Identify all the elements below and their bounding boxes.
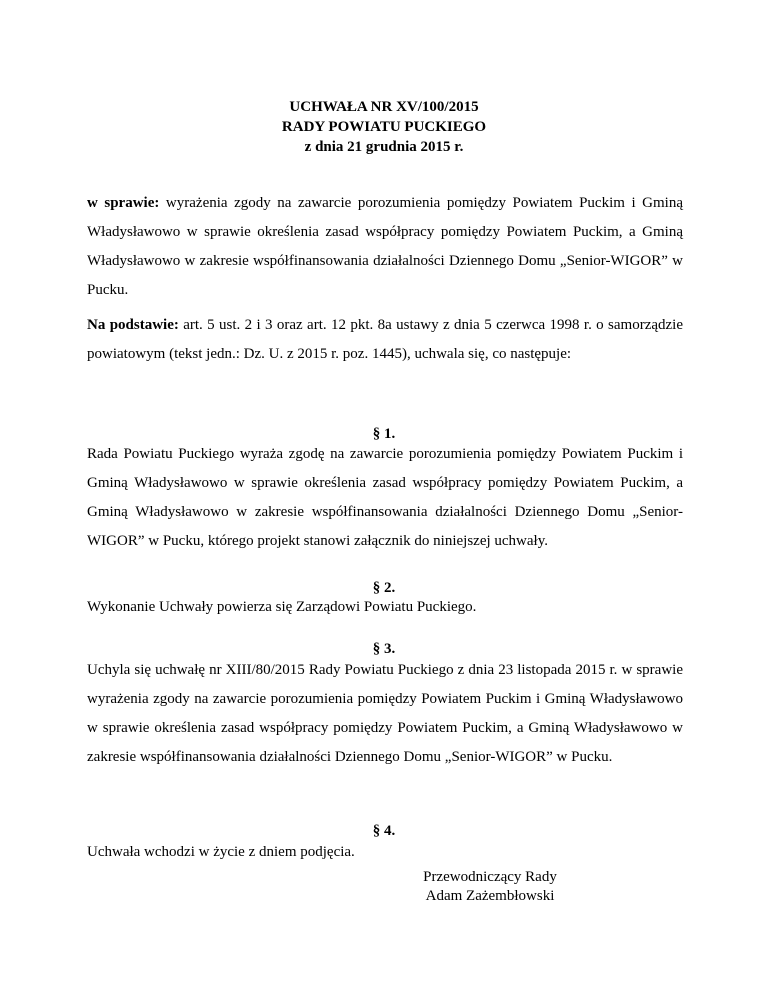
section-4-heading: § 4. <box>372 823 396 839</box>
section-3-heading: § 3. <box>372 641 396 657</box>
subject-label: w sprawie: <box>87 195 160 211</box>
resolution-number: UCHWAŁA NR XV/100/2015 <box>289 99 479 115</box>
section-3-text: Uchyla się uchwałę nr XIII/80/2015 Rady Powiatu Puckiego z dnia 23 listopada 2015 r. w sprawie wyrażenia zgody na zawarcie porozumienia pomiędzy Powiatem Puckim i Gminą Władysławowo w sprawie określenia zasad współpracy pomiędzy Powiatem Puckim, a Gminą Władysławowo w zakresie współfinansowania działalności Dziennego Domu „Senior-WIGOR” w Pucku. <box>87 662 683 765</box>
basis-paragraph <box>87 311 683 369</box>
section-2-text: Wykonanie Uchwały powierza się Zarządowi Powiatu Puckiego. <box>87 599 477 615</box>
section-2-heading: § 2. <box>372 580 396 596</box>
signature-role: Przewodniczący Rady <box>423 869 557 885</box>
subject-paragraph <box>87 189 683 305</box>
subject-text: wyrażenia zgody na zawarcie porozumienia pomiędzy Powiatem Puckim i Gminą Władysławowo w sprawie określenia zasad współpracy pomiędzy Powiatem Puckim, a Gminą Władysławowo w zakresie współfinansowania działalności Dziennego Domu „Senior-WIGOR” w Pucku. <box>87 195 683 298</box>
section-1-heading: § 1. <box>372 426 396 442</box>
document-title <box>0 97 768 157</box>
signature-block <box>380 868 600 906</box>
basis-text: art. 5 ust. 2 i 3 oraz art. 12 pkt. 8a ustawy z dnia 5 czerwca 1998 r. o samorządzie powiatowym (tekst jedn.: Dz. U. z 2015 r. poz. 1445), uchwala się, co następuje: <box>87 317 683 362</box>
section-4-text: Uchwała wchodzi w życie z dniem podjęcia. <box>87 844 355 860</box>
signature-name: Adam Zażembłowski <box>425 888 555 904</box>
basis-label: Na podstawie: <box>87 317 179 333</box>
council-name: RADY POWIATU PUCKIEGO <box>281 119 487 135</box>
section-1-text: Rada Powiatu Puckiego wyraża zgodę na zawarcie porozumienia pomiędzy Powiatem Puckim i Gminą Władysławowo w sprawie określenia zasad współpracy pomiędzy Powiatem Puckim, a Gminą Władysławowo w zakresie współfinansowania działalności Dziennego Domu „Senior-WIGOR” w Pucku, którego projekt stanowi załącznik do niniejszej uchwały. <box>87 446 683 549</box>
resolution-date: z dnia 21 grudnia 2015 r. <box>304 139 464 155</box>
